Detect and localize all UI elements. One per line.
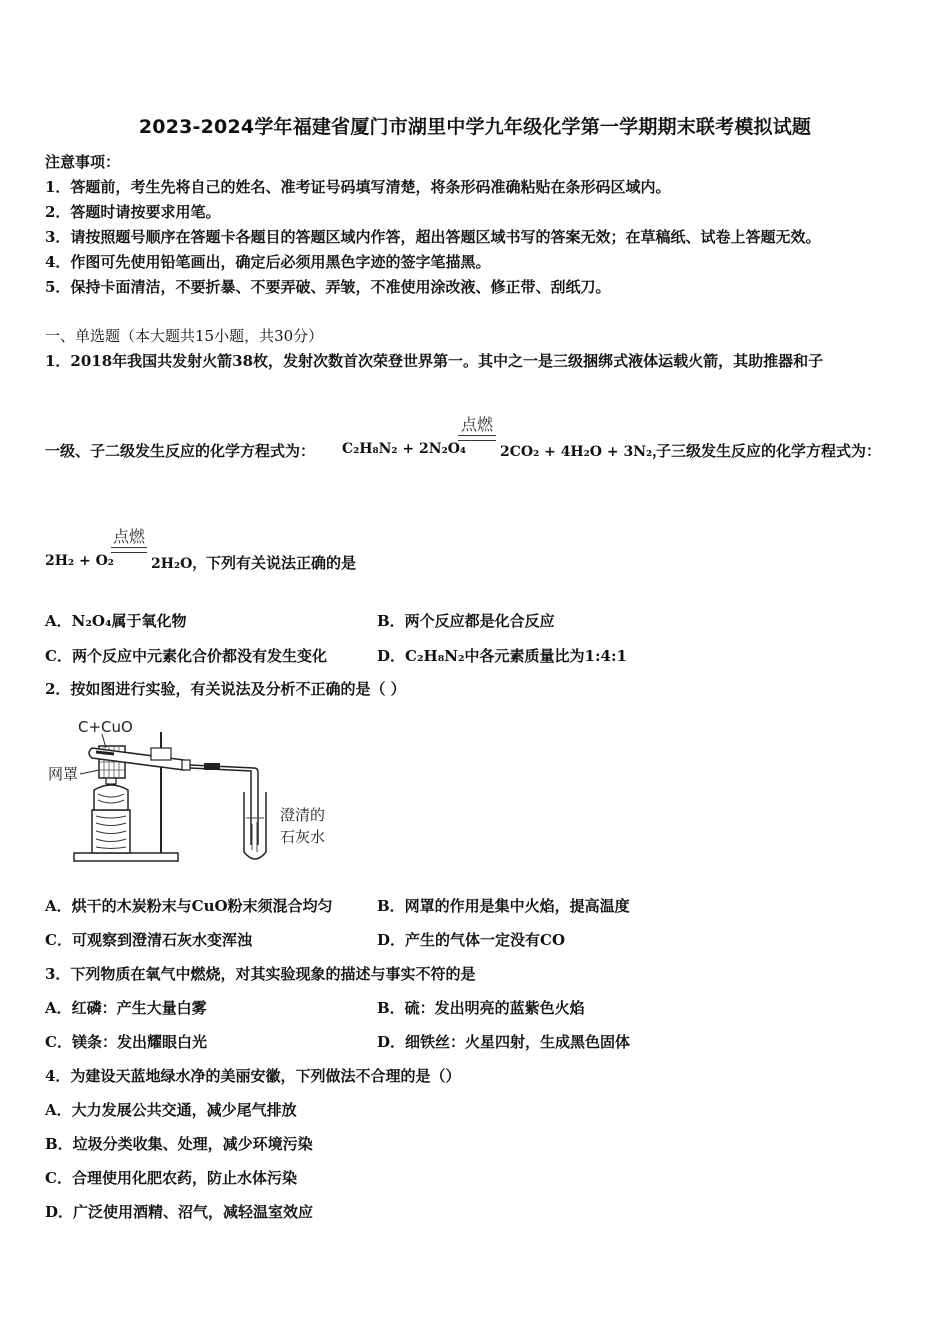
q3-option-b: B．硫：发出明亮的蓝紫色火焰 — [377, 999, 585, 1017]
q4-stem: 4．为建设天蓝地绿水净的美丽安徽，下列做法不合理的是（） — [45, 1067, 461, 1085]
q3-option-d: D．细铁丝：火星四射，生成黑色固体 — [377, 1033, 631, 1051]
q1-equation-2-left: 2H₂ + O₂ — [45, 553, 114, 569]
q1-stem-line2-prefix: 一级、子二级发生反应的化学方程式为： — [45, 442, 316, 460]
reaction-condition-label: 点燃 — [112, 527, 145, 546]
limewater-lines — [252, 822, 257, 852]
q3-option-a: A．红磷：产生大量白雾 — [45, 999, 207, 1017]
notice-item: 2．答题时请按要求用笔。 — [45, 203, 221, 221]
q2-option-d: D．产生的气体一定没有CO — [377, 931, 566, 949]
notice-heading: 注意事项： — [45, 153, 121, 171]
q1-stem-line2-suffix: 子三级发生反应的化学方程式为： — [656, 442, 882, 460]
q1-equation-1-condition — [458, 412, 496, 441]
rubber-tube — [204, 763, 220, 770]
reaction-condition-label: 点燃 — [460, 415, 493, 434]
delivery-tube-inner — [190, 768, 251, 845]
receiving-tube — [244, 792, 266, 859]
q2-option-a: A．烘干的木炭粉末与CuO粉末须混合均匀 — [45, 897, 333, 915]
label-gauze: 网罩 — [48, 765, 79, 783]
stand-base — [74, 853, 178, 861]
label-gauze-pointer — [80, 770, 99, 774]
q4-option-a: A．大力发展公共交通，减少尾气排放 — [45, 1101, 297, 1119]
label-reactants: C+CuO — [78, 718, 133, 736]
stopper — [182, 760, 190, 770]
q1-equation-2-right: 2H₂O， — [151, 556, 207, 572]
label-limewater-2: 石灰水 — [280, 828, 326, 846]
notice-item: 1．答题前，考生先将自己的姓名、准考证号码填写清楚，将条形码准确粘贴在条形码区域内。 — [45, 178, 671, 196]
q3-option-c: C．镁条：发出耀眼白光 — [45, 1033, 207, 1051]
experiment-apparatus-figure — [44, 710, 344, 870]
q1-equation-1-left: C₂H₈N₂ + 2N₂O₄ — [342, 441, 467, 457]
notice-item: 3．请按照题号顺序在答题卡各题目的答题区域内作答，超出答题区域书写的答案无效；在草稿纸、试卷上答题无效。 — [45, 228, 821, 246]
reaction-arrow — [111, 547, 147, 553]
q1-equation-1-right: 2CO₂ + 4H₂O + 3N₂， — [500, 444, 667, 460]
page-title: 2023-2024学年福建省厦门市湖里中学九年级化学第一学期期末联考模拟试题 — [138, 116, 812, 138]
q1-stem-line3-suffix: 下列有关说法正确的是 — [206, 554, 357, 572]
label-limewater-1: 澄清的 — [280, 806, 326, 824]
q1-option-a: A．N₂O₄属于氧化物 — [45, 612, 187, 630]
q2-option-c: C．可观察到澄清石灰水变浑浊 — [45, 931, 252, 949]
clamp — [151, 748, 171, 760]
notice-item: 4．作图可先使用铅笔画出，确定后必须用黑色字迹的签字笔描黑。 — [45, 253, 491, 271]
q1-stem-line1: 1．2018年我国共发射火箭38枚，发射次数首次荣登世界第一。其中之一是三级捆绑式液体运载火箭，其助推器和子 — [45, 352, 824, 370]
q1-equation-2-condition — [111, 524, 147, 553]
q1-option-c: C．两个反应中元素化合价都没有发生变化 — [45, 647, 327, 665]
q4-option-d: D．广泛使用酒精、沼气，减轻温室效应 — [45, 1203, 314, 1221]
delivery-tube — [190, 765, 258, 845]
q2-option-b: B．网罩的作用是集中火焰，提高温度 — [377, 897, 630, 915]
q4-option-b: B．垃圾分类收集、处理，减少环境污染 — [45, 1135, 313, 1153]
q1-option-d: D．C₂H₈N₂中各元素质量比为1:4:1 — [377, 647, 627, 665]
notice-item: 5．保持卡面清洁，不要折暴、不要弄破、弄皱，不准使用涂改液、修正带、刮纸刀。 — [45, 278, 611, 296]
q1-option-b: B．两个反应都是化合反应 — [377, 612, 555, 630]
section-heading: 一、单选题（本大题共15小题，共30分） — [45, 327, 324, 345]
q4-option-c: C．合理使用化肥农药，防止水体污染 — [45, 1169, 297, 1187]
q2-stem: 2．按如图进行实验，有关说法及分析不正确的是（ ） — [45, 680, 406, 698]
q3-stem: 3．下列物质在氧气中燃烧，对其实验现象的描述与事实不符的是 — [45, 965, 476, 983]
reaction-arrow — [458, 435, 496, 441]
powder-mixture — [96, 752, 114, 754]
